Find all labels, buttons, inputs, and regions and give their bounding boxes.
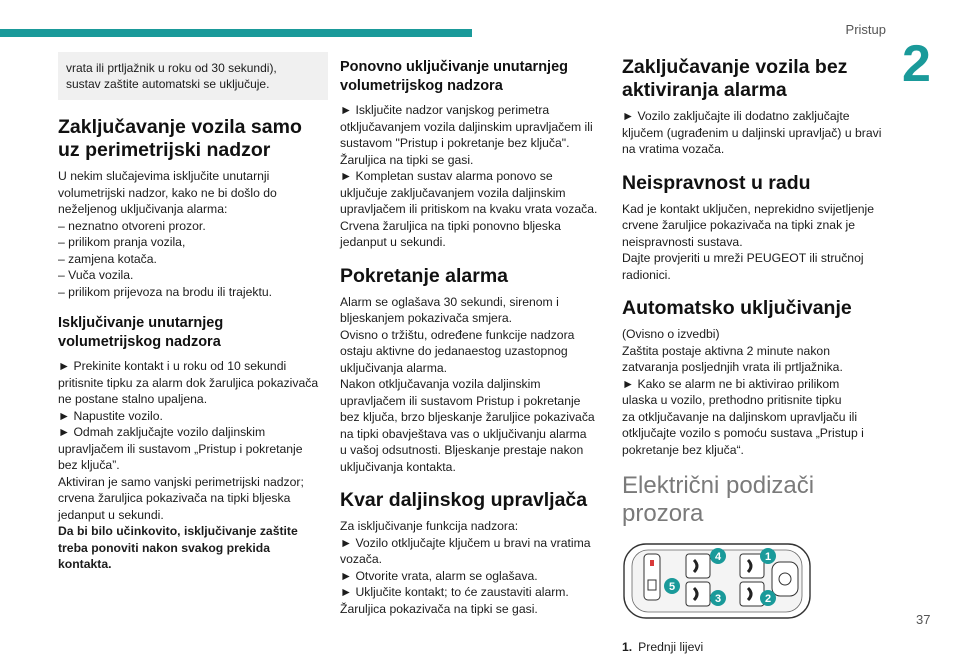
- text-line: zatvaranja posljednjih vrata ili prtljažnika.: [622, 359, 887, 376]
- text-line: upravljačem ili sustavom „Pristup i pokretanje: [58, 441, 328, 458]
- text-line: uključuje zaključavanjem vozila daljinskim: [340, 185, 602, 202]
- text-line: crvene žaruljice pokazivača na tipki znak je: [622, 217, 887, 234]
- text-line: Kad je kontakt uključen, neprekidno svijetljenje: [622, 201, 887, 218]
- text-line: upravljačem ili pritiskom na kvaku vrata vozača.: [340, 201, 602, 218]
- text-line: radionici.: [622, 267, 887, 284]
- text-line: U nekim slučajevima isključite unutarnji: [58, 168, 328, 185]
- text-line: otključavanjem vozila daljinskim upravljačem ili: [340, 119, 602, 136]
- text-line: ► Uključite kontakt; to će zaustaviti alarm.: [340, 584, 602, 601]
- text-line: Žaruljica na tipki se gasi.: [340, 152, 602, 169]
- caption-text: Prednji lijevi: [638, 640, 703, 654]
- heading-lock-without-alarm: Zaključavanje vozila bez aktiviranja alarma: [622, 56, 887, 102]
- caption-number: 1.: [622, 640, 632, 654]
- heading-reactivation: Ponovno uključivanje unutarnjeg volumetrijskog nadzora: [340, 58, 602, 96]
- figure-caption: [622, 639, 887, 655]
- text-line: ključem (ugrađenim u daljinski upravljač) u bravi: [622, 125, 887, 142]
- text-line: Aktiviran je samo vanjski perimetrijski nadzor;: [58, 474, 328, 491]
- text-line: Crvena žaruljica na tipki ponovno bljeska: [340, 218, 602, 235]
- svg-text:4: 4: [715, 551, 722, 563]
- text-line: Nakon otključavanja vozila daljinskim: [340, 376, 602, 393]
- text-line: ► Kompletan sustav alarma ponovo se: [340, 168, 602, 185]
- bold-line: treba ponoviti nakon svakog prekida: [58, 540, 328, 557]
- column-1: [58, 52, 328, 573]
- text-line: Zaštita postaje aktivna 2 minute nakon: [622, 343, 887, 360]
- bold-line: kontakta.: [58, 556, 328, 573]
- mirror-control: [772, 562, 798, 596]
- text-line: na tipki obavještava vas o uključivanju alarma: [340, 426, 602, 443]
- text-line: neispravnosti sustava.: [622, 234, 887, 251]
- column-2: [340, 52, 602, 617]
- text-line: ► Vozilo otključajte ključem u bravi na vratima: [340, 535, 602, 552]
- list-item: – Vuča vozila.: [58, 267, 328, 284]
- heading-deactivation: Isključivanje unutarnjeg volumetrijskog nadzora: [58, 314, 328, 352]
- text-line: neželjenog uključivanja alarma:: [58, 201, 328, 218]
- text-line: bez ključa”.: [58, 457, 328, 474]
- text-line: ne postane stalno upaljena.: [58, 391, 328, 408]
- text-line: upravljačem ili sustavom Pristup i pokretanje: [340, 393, 602, 410]
- top-accent-bar: [0, 29, 472, 37]
- heading-malfunction: Neispravnost u radu: [622, 172, 887, 195]
- text-line: Ovisno o tržištu, određene funkcije nadzora: [340, 327, 602, 344]
- text-line: ► Napustite vozilo.: [58, 408, 328, 425]
- list-item: – zamjena kotača.: [58, 251, 328, 268]
- text-line: otključajte vozilo s pomoću sustava „Pristup i: [622, 425, 887, 442]
- text-line: bljeskanjem pokazivača smjera.: [340, 310, 602, 327]
- text-line: pritisnite tipku za alarm dok žaruljica pokazivača: [58, 375, 328, 392]
- note-box: [58, 52, 328, 100]
- text-line: ► Prekinite kontakt i u roku od 10 sekundi: [58, 358, 328, 375]
- text-line: Za isključivanje funkcija nadzora:: [340, 518, 602, 535]
- note-line: vrata ili prtljažnik u roku od 30 sekundi),: [66, 60, 320, 76]
- heading-reduced-protection: Zaključavanje vozila samo uz perimetrijski nadzor: [58, 116, 328, 162]
- text-line: jedanput u sekundi.: [340, 234, 602, 251]
- heading-alarm-trigger: Pokretanje alarma: [340, 265, 602, 288]
- text-line: ► Odmah zaključajte vozilo daljinskim: [58, 424, 328, 441]
- svg-text:2: 2: [765, 593, 771, 605]
- text-line: uključivanja kontakta.: [340, 459, 602, 476]
- section-title: Pristup: [846, 22, 886, 37]
- text-line: sustavom "Pristup i pokretanje bez ključa".: [340, 135, 602, 152]
- text-line: ► Otvorite vrata, alarm se oglašava.: [340, 568, 602, 585]
- text-line: (Ovisno o izvedbi): [622, 326, 887, 343]
- text-line: crvena žaruljica pokazivača na tipki bljeska: [58, 490, 328, 507]
- text-line: uključivanja alarma.: [340, 360, 602, 377]
- text-line: vozača.: [340, 551, 602, 568]
- callout-badge-4: [710, 548, 726, 564]
- column-3: [622, 52, 887, 655]
- text-line: ► Kako se alarm ne bi aktivirao prilikom: [622, 376, 887, 393]
- svg-text:1: 1: [765, 551, 771, 563]
- window-switch-panel-figure: [622, 542, 812, 620]
- callout-badge-2: [760, 590, 776, 606]
- page-number: 37: [916, 612, 930, 627]
- heading-remote-failure: Kvar daljinskog upravljača: [340, 489, 602, 512]
- text-line: pokretanje bez ključa“.: [622, 442, 887, 459]
- list-item: – prilikom prijevoza na brodu ili trajektu.: [58, 284, 328, 301]
- svg-text:5: 5: [669, 581, 675, 593]
- bold-line: Da bi bilo učinkovito, isključivanje zaštite: [58, 523, 328, 540]
- callout-badge-5: [664, 578, 680, 594]
- list-item: – neznatno otvoreni prozor.: [58, 218, 328, 235]
- callout-badge-1: [760, 548, 776, 564]
- note-line: sustav zaštite automatski se uključuje.: [66, 76, 320, 92]
- text-line: na vratima vozača.: [622, 141, 887, 158]
- callout-badge-3: [710, 590, 726, 606]
- heading-power-windows: Električni podizači prozora: [622, 472, 887, 528]
- text-line: jedanput u sekundi.: [58, 507, 328, 524]
- list-item: – prilikom pranja vozila,: [58, 234, 328, 251]
- text-line: Žaruljica pokazivača na tipki se gasi.: [340, 601, 602, 618]
- text-line: Alarm se oglašava 30 sekundi, sirenom i: [340, 294, 602, 311]
- text-line: volumetrijski nadzor, kako ne bi došlo do: [58, 185, 328, 202]
- text-line: ulaska u vozilo, prethodno pritisnite tipku: [622, 392, 887, 409]
- alarm-led: [650, 560, 654, 566]
- text-line: bez ključa, brzo bljeskanje žaruljice pokazivača: [340, 409, 602, 426]
- svg-text:3: 3: [715, 593, 721, 605]
- text-line: za otključavanje na daljinskom upravljaču ili: [622, 409, 887, 426]
- text-line: u vašoj odsutnosti. Bljeskanje prestaje nakon: [340, 442, 602, 459]
- heading-auto-activation: Automatsko uključivanje: [622, 297, 887, 320]
- text-line: ► Vozilo zaključajte ili dodatno zaključajte: [622, 108, 887, 125]
- text-line: ostaju aktivne do jedanaestog uzastopnog: [340, 343, 602, 360]
- chapter-number: 2: [902, 38, 931, 90]
- text-line: ► Isključite nadzor vanjskog perimetra: [340, 102, 602, 119]
- text-line: Dajte provjeriti u mreži PEUGEOT ili stručnoj: [622, 250, 887, 267]
